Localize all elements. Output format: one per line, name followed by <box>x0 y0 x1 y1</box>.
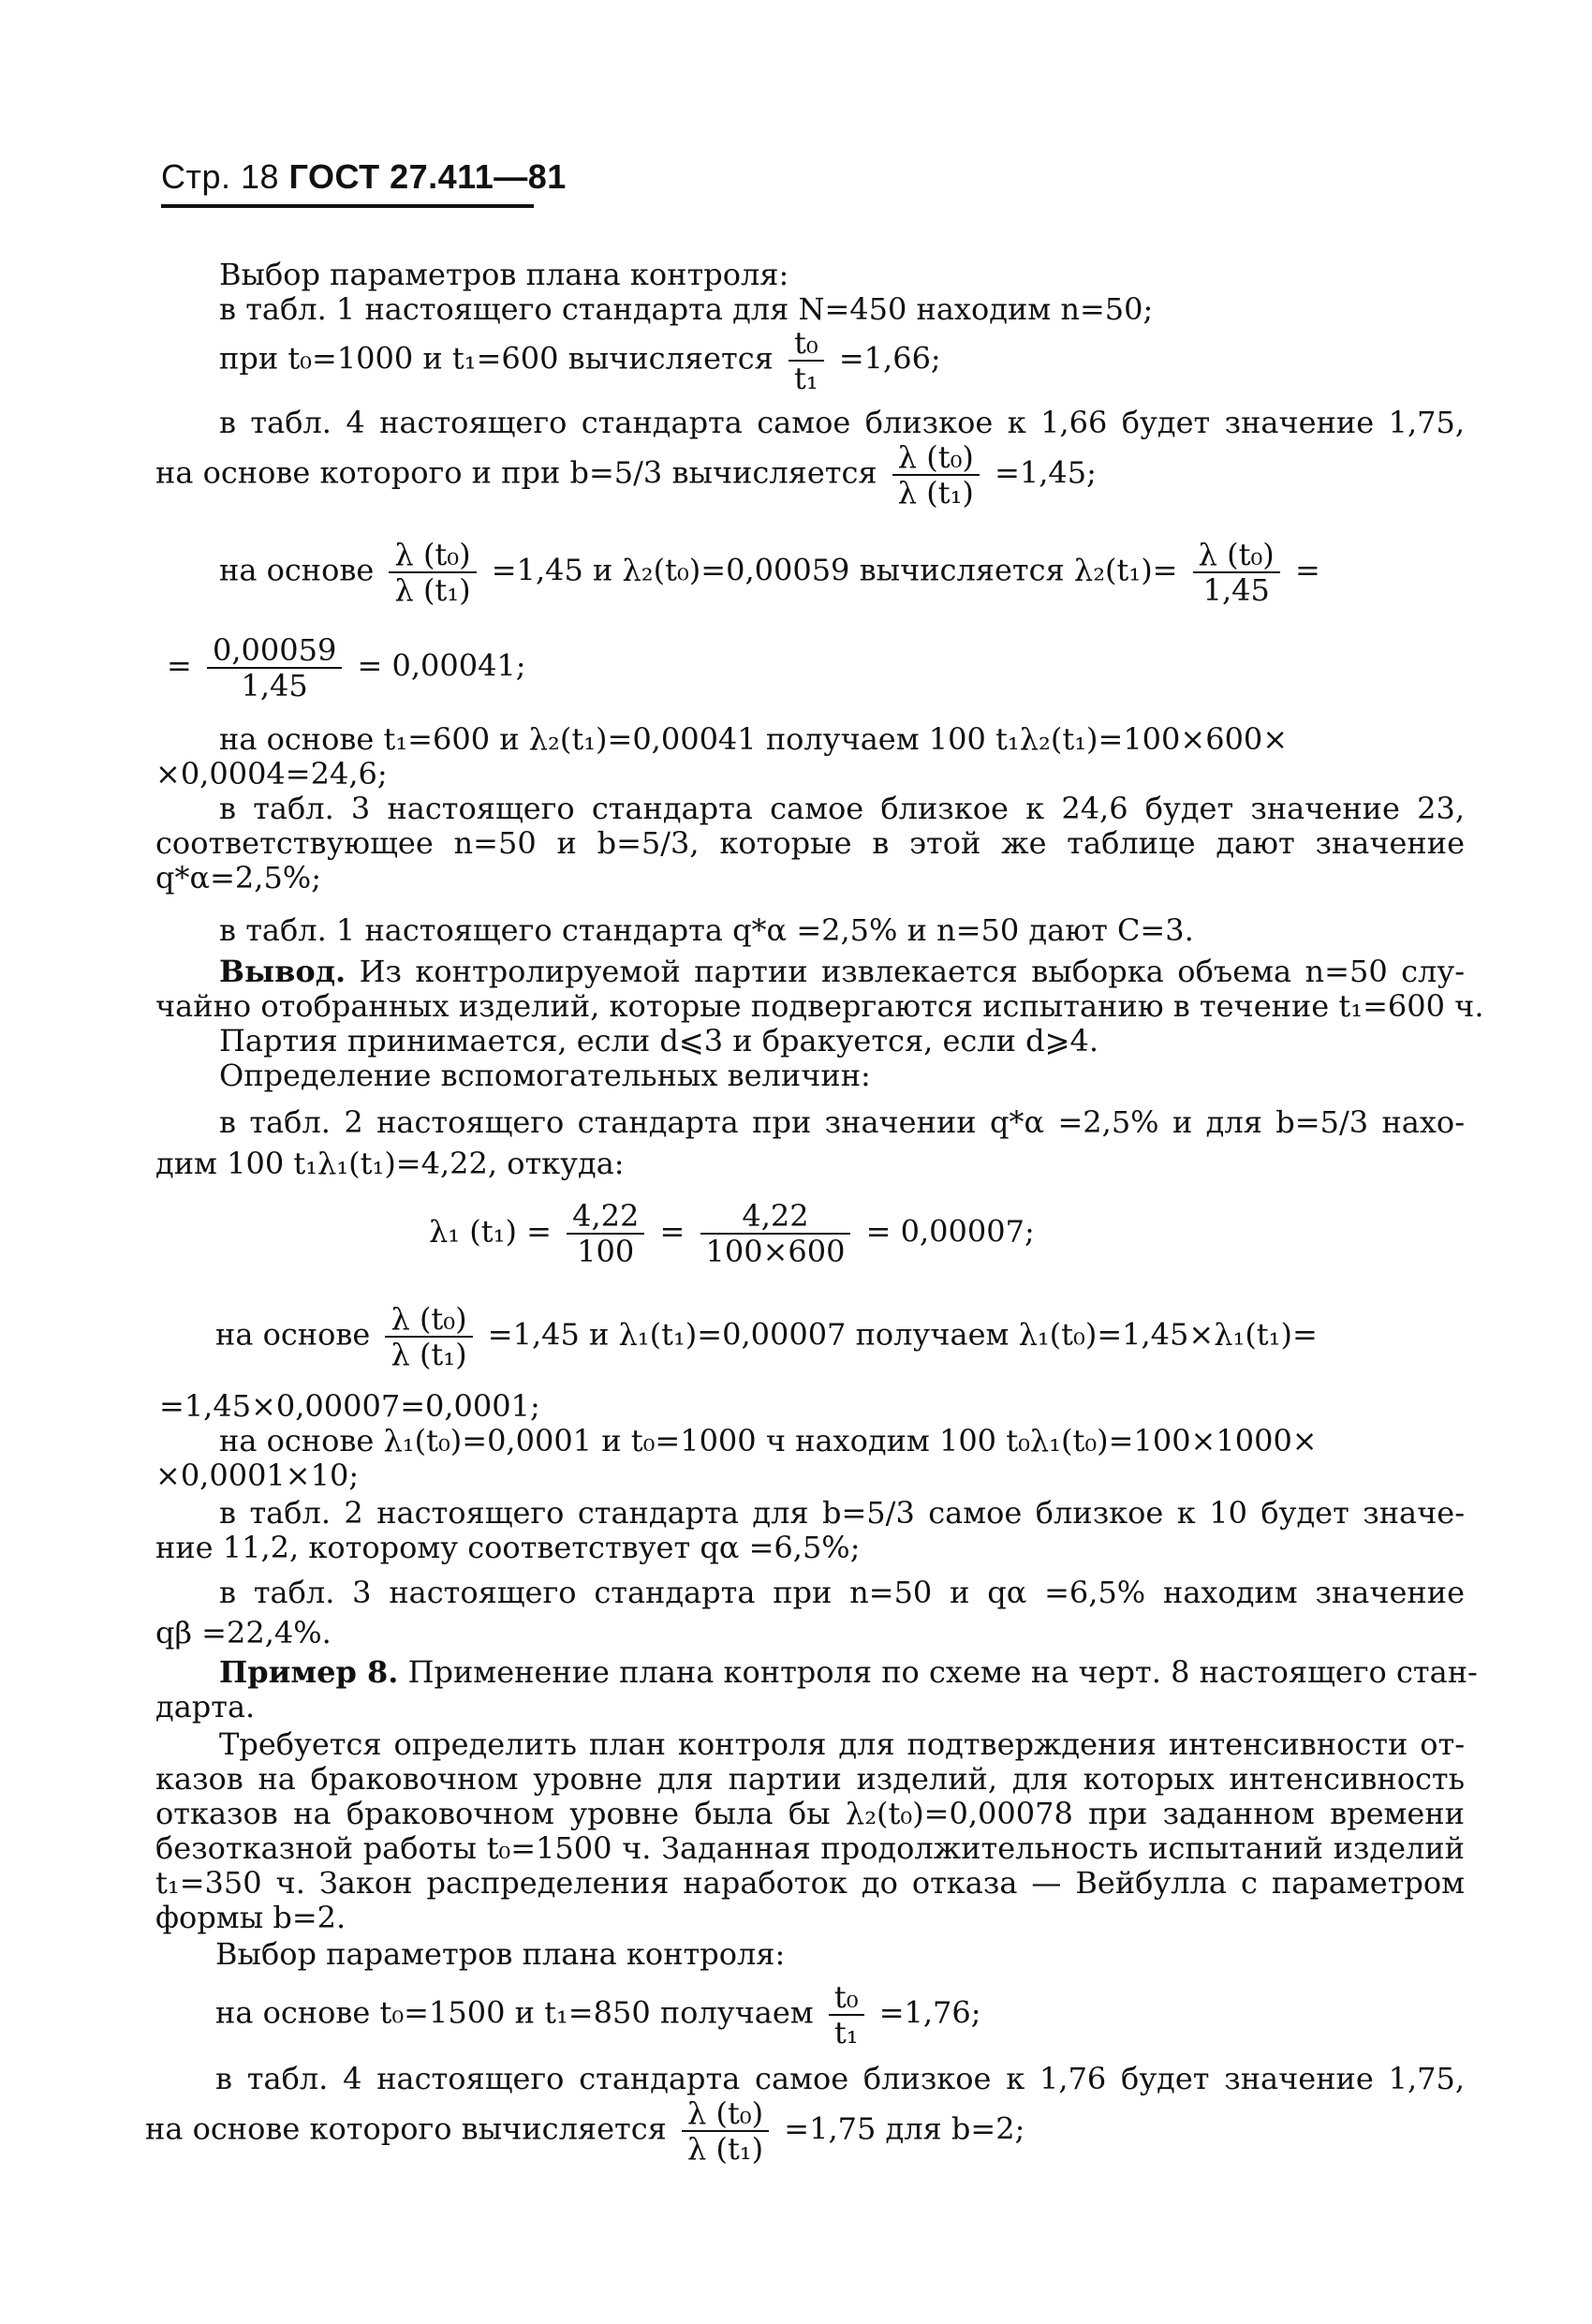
text-line: Определение вспомогательных величин: <box>219 1058 871 1093</box>
formula-text: = 0,00041; <box>357 647 526 684</box>
formula-line <box>219 326 941 395</box>
fraction <box>829 1980 864 2050</box>
text-line: t₁=350 ч. Закон распределения наработок до отказа — Вейбулла с параметром <box>155 1865 1465 1901</box>
text-line: в табл. 1 настоящего стандарта для N=450 находим n=50; <box>219 291 1154 327</box>
text-line: ние 11,2, которому соответствует qα =6,5%; <box>155 1530 861 1565</box>
fraction-numerator: λ (t₀) <box>394 537 471 572</box>
formula-line <box>145 2096 1024 2166</box>
text-line: ×0,0001×10; <box>155 1458 360 1493</box>
text-line: отказов на браковочном уровне была бы λ₂(t₀)=0,00078 при заданном времени <box>155 1796 1465 1831</box>
formula-text: на основе которого вычисляется <box>145 2110 667 2147</box>
fraction-denominator: 100×600 <box>700 1233 851 1268</box>
bold-lead: Пример 8. <box>219 1654 399 1690</box>
formula-line <box>219 538 1320 607</box>
text-line: Партия принимается, если d⩽3 и бракуется, если d⩾4. <box>219 1023 1098 1058</box>
fraction-denominator: 100 <box>567 1233 644 1268</box>
text-line: в табл. 4 настоящего стандарта самое близкое к 1,76 будет значение 1,75, <box>215 2061 1465 2096</box>
fraction <box>1193 538 1280 607</box>
formula-text: =1,66; <box>838 340 941 377</box>
formula-text: = <box>659 1213 685 1250</box>
text-line: безотказной работы t₀=1500 ч. Заданная продолжительность испытаний изделий <box>155 1830 1465 1866</box>
text-line <box>219 954 1465 989</box>
page-header <box>161 157 567 197</box>
text-line: формы b=2. <box>155 1900 346 1935</box>
bold-lead: Вывод. <box>219 954 346 989</box>
fraction-denominator: λ (t₁) <box>892 474 980 510</box>
fraction-numerator: λ (t₀) <box>687 2095 764 2131</box>
fraction <box>892 440 980 510</box>
formula-line <box>215 1302 1318 1371</box>
fraction-numerator: 4,22 <box>742 1198 809 1234</box>
text-line: дарта. <box>155 1689 256 1724</box>
formula-text: = 0,00007; <box>865 1213 1035 1250</box>
fraction-denominator: λ (t₁) <box>682 2130 769 2166</box>
fraction-numerator: λ (t₀) <box>1198 537 1275 572</box>
text-line: чайно отобранных изделий, которые подвергаются испытанию в течение t₁=600 ч. <box>155 988 1484 1024</box>
fraction <box>207 633 342 703</box>
fraction-numerator: 4,22 <box>572 1198 640 1234</box>
fraction-numerator: λ (t₀) <box>391 1301 467 1337</box>
formula-line <box>167 633 526 703</box>
formula-text: λ₁ (t₁) = <box>429 1213 552 1250</box>
text-line: qβ =22,4%. <box>155 1615 332 1650</box>
fraction <box>389 538 476 607</box>
text-line: в табл. 1 настоящего стандарта q*α =2,5% и n=50 дают C=3. <box>219 912 1194 948</box>
fraction <box>700 1199 851 1268</box>
formula-text: =1,76; <box>878 1994 981 2031</box>
text-line: в табл. 4 настоящего стандарта самое близкое к 1,66 будет значение 1,75, <box>219 405 1465 440</box>
fraction-denominator: 1,45 <box>1193 571 1280 607</box>
formula-line <box>215 1980 981 2050</box>
formula-text: = <box>1294 552 1320 588</box>
text-line: Выбор параметров плана контроля: <box>219 257 789 292</box>
fraction-denominator: t₁ <box>829 2014 864 2050</box>
formula-text: =1,45 и λ₂(t₀)=0,00059 вычисляется λ₂(t₁)= <box>491 552 1178 588</box>
standard-code: ГОСТ 27.411—81 <box>288 157 567 196</box>
fraction-denominator: t₁ <box>789 360 824 395</box>
formula-text: на основе <box>215 1316 371 1353</box>
text-line: соответствующее n=50 и b=5/3, которые в этой же таблице дают значение <box>155 825 1465 861</box>
fraction <box>567 1199 644 1268</box>
text-line: на основе λ₁(t₀)=0,0001 и t₀=1000 ч находим 100 t₀λ₁(t₀)=100×1000× <box>219 1423 1318 1458</box>
formula-text: =1,45 и λ₁(t₁)=0,00007 получаем λ₁(t₀)=1,45×λ₁(t₁)= <box>487 1316 1318 1353</box>
formula-text: =1,45; <box>995 454 1097 491</box>
formula-text: на основе <box>219 552 375 588</box>
text-line: дим 100 t₁λ₁(t₁)=4,22, откуда: <box>155 1146 625 1181</box>
formula-line <box>429 1199 1035 1268</box>
text-line: Выбор параметров плана контроля: <box>215 1936 786 1972</box>
text-line: q*α=2,5%; <box>155 860 321 896</box>
line-rest: Применение плана контроля по схеме на черт. 8 настоящего стан- <box>398 1654 1478 1690</box>
text-line: в табл. 2 настоящего стандарта для b=5/3 самое близкое к 10 будет значе- <box>219 1495 1465 1531</box>
header-rule <box>161 204 534 208</box>
formula-text: =1,75 для b=2; <box>784 2110 1025 2147</box>
formula-text: при t₀=1000 и t₁=600 вычисляется <box>219 340 774 377</box>
fraction <box>682 2096 769 2166</box>
fraction <box>385 1302 472 1371</box>
page-number: Стр. 18 <box>161 157 280 196</box>
fraction-denominator: λ (t₁) <box>389 571 476 607</box>
formula-text: на основе t₀=1500 и t₁=850 получаем <box>215 1994 814 2031</box>
fraction-numerator: λ (t₀) <box>897 439 974 475</box>
text-line: на основе t₁=600 и λ₂(t₁)=0,00041 получаем 100 t₁λ₂(t₁)=100×600× <box>219 721 1289 757</box>
text-line: казов на браковочном уровне для партии изделий, для которых интенсивность <box>155 1761 1465 1797</box>
text-line: ×0,0004=24,6; <box>155 756 388 792</box>
text-line: =1,45×0,00007=0,0001; <box>159 1388 540 1424</box>
text-line <box>219 1654 1478 1690</box>
fraction <box>789 326 824 395</box>
formula-text: = <box>167 647 192 684</box>
fraction-numerator: t₀ <box>794 325 818 361</box>
formula-text: на основе которого и при b=5/3 вычисляется <box>155 454 877 491</box>
fraction-numerator: t₀ <box>833 1979 859 2015</box>
fraction-denominator: λ (t₁) <box>385 1336 472 1371</box>
text-line: в табл. 3 настоящего стандарта при n=50 и qα =6,5% находим значение <box>219 1575 1465 1610</box>
formula-line <box>155 440 1097 510</box>
fraction-denominator: 1,45 <box>207 667 342 703</box>
fraction-numerator: 0,00059 <box>212 632 337 668</box>
text-line: в табл. 2 настоящего стандарта при значении q*α =2,5% и для b=5/3 нахо- <box>219 1104 1465 1140</box>
text-line: Требуется определить план контроля для подтверждения интенсивности от- <box>219 1726 1465 1762</box>
text-line: в табл. 3 настоящего стандарта самое близкое к 24,6 будет значение 23, <box>219 791 1465 826</box>
line-rest: Из контролируемой партии извлекается выборка объема n=50 слу- <box>346 954 1465 989</box>
